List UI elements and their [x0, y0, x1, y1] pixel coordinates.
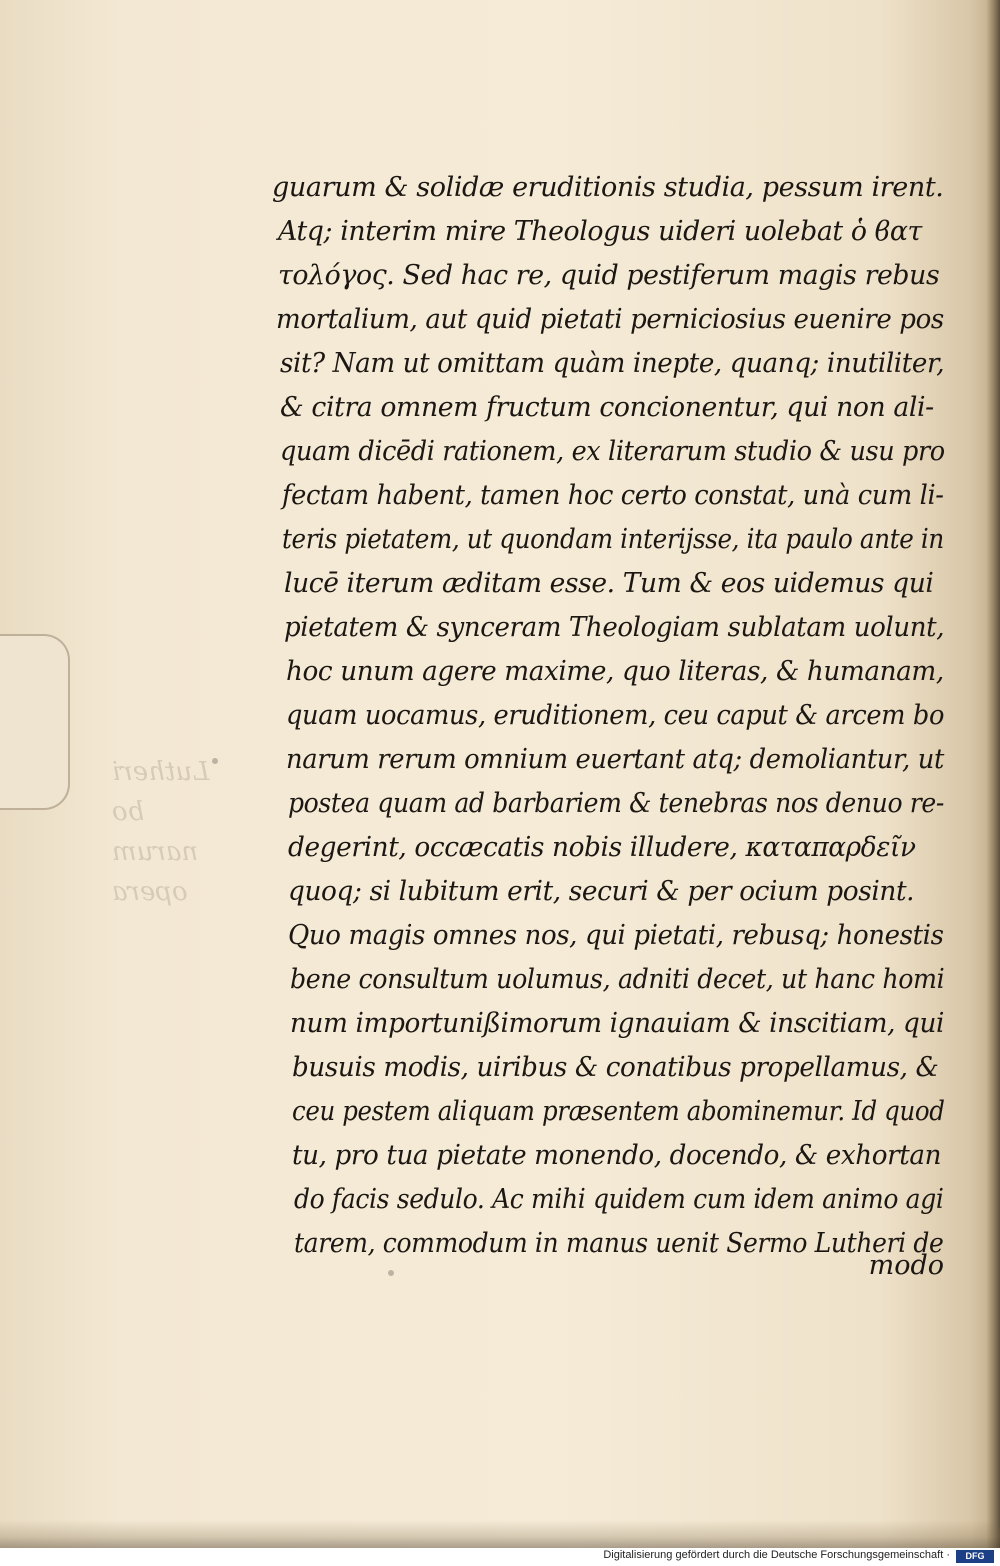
text-line: busuis modis, uiribus & conatibus propellamus, & — [292, 1052, 939, 1083]
catchword: modo — [868, 1250, 944, 1281]
text-line: narum rerum omnium euertant atq; demoliantur, ut — [286, 744, 944, 775]
text-line: Atq; interim mire Theologus uideri uolebat ὁ ϐατ — [278, 216, 922, 247]
text-line: & citra omnem fructum concionentur, qui non ali- — [280, 392, 934, 423]
text-line: tu, pro tua pietate monendo, docendo, & exhortan — [292, 1140, 942, 1171]
show-through-line: Lutheri bo — [112, 757, 210, 827]
text-line: guarum & solidæ eruditionis studia, pessum irent. — [272, 172, 944, 203]
show-through-line: narum opera — [112, 837, 199, 907]
text-line: lucē iterum æditam esse. Tum & eos uidemus qui — [284, 568, 934, 599]
text-line: τολόγος. Sed hac re, quid pestiferum magis rebus — [278, 260, 940, 291]
text-line: degerint, occæcatis nobis illudere, καταπαρδεῖν — [288, 832, 916, 863]
text-line: ceu pestem aliquam præsentem abominemur. Id quod — [292, 1096, 945, 1127]
text-line: fectam habent, tamen hoc certo constat, unà cum li- — [282, 480, 944, 511]
text-line: postea quam ad barbariem & tenebras nos denuo re- — [288, 788, 944, 819]
ink-speck — [212, 758, 218, 764]
text-line: quam dicēdi rationem, ex literarum studio & usu pro — [280, 436, 945, 467]
ink-speck — [388, 1270, 394, 1276]
dfg-logo-icon: DFG — [956, 1550, 994, 1563]
text-line: quoq; si lubitum erit, securi & per ocium posint. — [288, 876, 915, 907]
show-through-text — [112, 752, 222, 912]
page-edge-right — [986, 0, 1000, 1566]
text-line: mortalium, aut quid pietati perniciosius euenire pos — [276, 304, 944, 335]
text-line: num importunißimorum ignauiam & inscitiam, qui — [290, 1008, 945, 1039]
funding-credit: Digitalisierung gefördert durch die Deutsche Forschungsgemeinschaft · — [603, 1549, 950, 1561]
text-line: Quo magis omnes nos, qui pietati, rebusq; honestis — [288, 920, 944, 951]
text-line: do facis sedulo. Ac mihi quidem cum idem animo agi — [294, 1184, 944, 1215]
text-line: tarem, commodum in manus uenit Sermo Lutheri de — [294, 1228, 944, 1259]
text-line: quam uocamus, eruditionem, ceu caput & arcem bo — [286, 700, 945, 731]
paper-tab — [0, 634, 70, 810]
page-edge-bottom — [0, 1520, 1000, 1548]
text-line: pietatem & synceram Theologiam sublatam uolunt, — [284, 612, 945, 643]
text-line: teris pietatem, ut quondam interijsse, ita paulo ante in — [282, 524, 944, 555]
footer-bar — [0, 1548, 1000, 1566]
text-line: bene consultum uolumus, adniti decet, ut hanc homi — [290, 964, 945, 995]
text-line: hoc unum agere maxime, quo literas, & humanam, — [286, 656, 944, 687]
text-line: sit? Nam ut omittam quàm inepte, quanq; inutiliter, — [280, 348, 945, 379]
